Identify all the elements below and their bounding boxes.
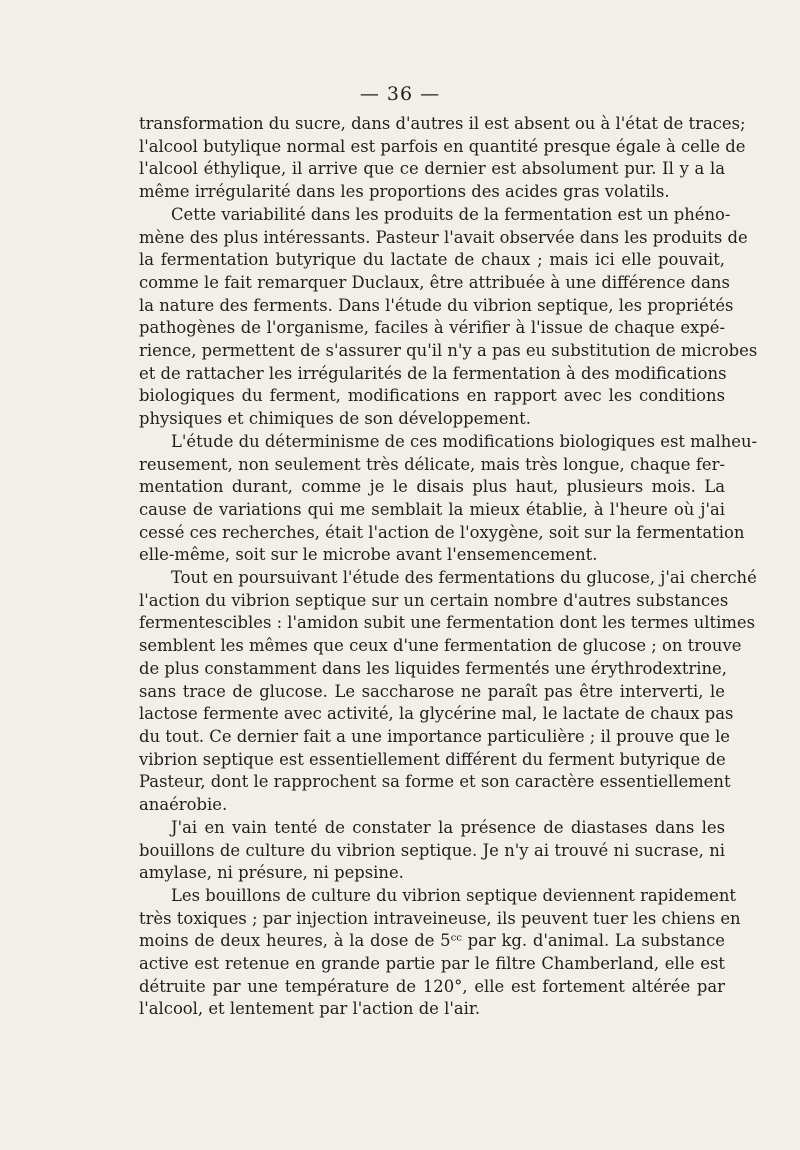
text-line: mène des plus intéressants. Pasteur l'avait observée dans les produits de	[139, 227, 748, 247]
text-line: Tout en poursuivant l'étude des fermentations du glucose, j'ai cherché	[171, 568, 757, 588]
text-line: vibrion septique est essentiellement différent du ferment butyrique de	[139, 749, 726, 769]
text-line: Cette variabilité dans les produits de la fermentation est un phéno-	[171, 204, 731, 224]
text-line: transformation du sucre, dans d'autres il est absent ou à l'état de traces;	[139, 114, 746, 133]
text-line: amylase, ni présure, ni pepsine.	[139, 863, 404, 883]
text-line: et de rattacher les irrégularités de la fermentation à des modifications	[139, 363, 727, 383]
paragraph	[139, 113, 746, 204]
text-line: L'étude du déterminisme de ces modifications biologiques est malheu-	[171, 431, 758, 451]
text-line: cause de variations qui me semblait la mieux établie, à l'heure où j'ai	[139, 499, 725, 519]
page-number: — 36 —	[359, 83, 441, 105]
text-line: mentation durant, comme je le disais plus haut, plusieurs mois. La	[139, 477, 725, 497]
text-line: du tout. Ce dernier fait a une importance particulière ; il prouve que le	[139, 726, 731, 746]
text-line: lactose fermente avec activité, la glycérine mal, le lactate de chaux pas	[139, 704, 734, 724]
text-line: anaérobie.	[139, 795, 228, 815]
text-line: active est retenue en grande partie par le filtre Chamberland, elle est	[139, 954, 725, 974]
text-line: moins de deux heures, à la dose de 5ᶜᶜ par kg. d'animal. La substance	[139, 931, 725, 951]
paragraph	[139, 431, 758, 567]
text-line: semblent les mêmes que ceux d'une fermentation de glucose ; on trouve	[139, 636, 742, 656]
text-line: même irrégularité dans les proportions des acides gras volatils.	[139, 182, 670, 202]
text-line: Les bouillons de culture du vibrion septique deviennent rapidement	[171, 885, 736, 905]
text-line: sans trace de glucose. Le saccharose ne paraît pas être interverti, le	[139, 681, 725, 701]
text-line: l'alcool éthylique, il arrive que ce dernier est absolument pur. Il y a la	[139, 159, 725, 179]
text-line: la nature des ferments. Dans l'étude du vibrion septique, les propriétés	[139, 295, 734, 315]
text-line: l'alcool, et lentement par l'action de l'air.	[139, 999, 481, 1019]
text-line: détruite par une température de 120°, elle est fortement altérée par	[139, 976, 725, 996]
text-line: comme le fait remarquer Duclaux, être attribuée à une différence dans	[139, 272, 730, 292]
text-line: de plus constamment dans les liquides fermentés une érythrodextrine,	[139, 658, 727, 678]
text-line: bouillons de culture du vibrion septique. Je n'y ai trouvé ni sucrase, ni	[139, 840, 725, 860]
text-line: la fermentation butyrique du lactate de chaux ; mais ici elle pouvait,	[139, 250, 725, 270]
text-line: l'alcool butylique normal est parfois en quantité presque égale à celle de	[139, 136, 746, 156]
text-line: cessé ces recherches, était l'action de l'oxygène, soit sur la fermentation	[139, 522, 745, 542]
text-line: fermentescibles : l'amidon subit une fermentation dont les termes ultimes	[139, 613, 756, 633]
text-line: physiques et chimiques de son développement.	[139, 409, 531, 429]
text-line: biologiques du ferment, modifications en rapport avec les conditions	[139, 386, 725, 406]
paragraph	[139, 204, 758, 431]
text-line: elle-même, soit sur le microbe avant l'ensemencement.	[139, 545, 598, 565]
body-text	[139, 113, 758, 1021]
text-line: reusement, non seulement très délicate, mais très longue, chaque fer-	[139, 454, 725, 474]
text-line: rience, permettent de s'assurer qu'il n'y a pas eu substitution de microbes	[139, 341, 758, 361]
paragraph	[139, 567, 757, 817]
text-line: pathogènes de l'organisme, faciles à vérifier à l'issue de chaque expé-	[139, 318, 725, 338]
paragraph	[139, 885, 741, 1021]
text-line: Pasteur, dont le rapprochent sa forme et son caractère essentiellement	[139, 772, 731, 792]
text-line: très toxiques ; par injection intraveineuse, ils peuvent tuer les chiens en	[139, 908, 741, 928]
paragraph	[139, 817, 725, 885]
text-line: l'action du vibrion septique sur un certain nombre d'autres substances	[139, 590, 729, 610]
text-line: J'ai en vain tenté de constater la présence de diastases dans les	[171, 817, 725, 837]
